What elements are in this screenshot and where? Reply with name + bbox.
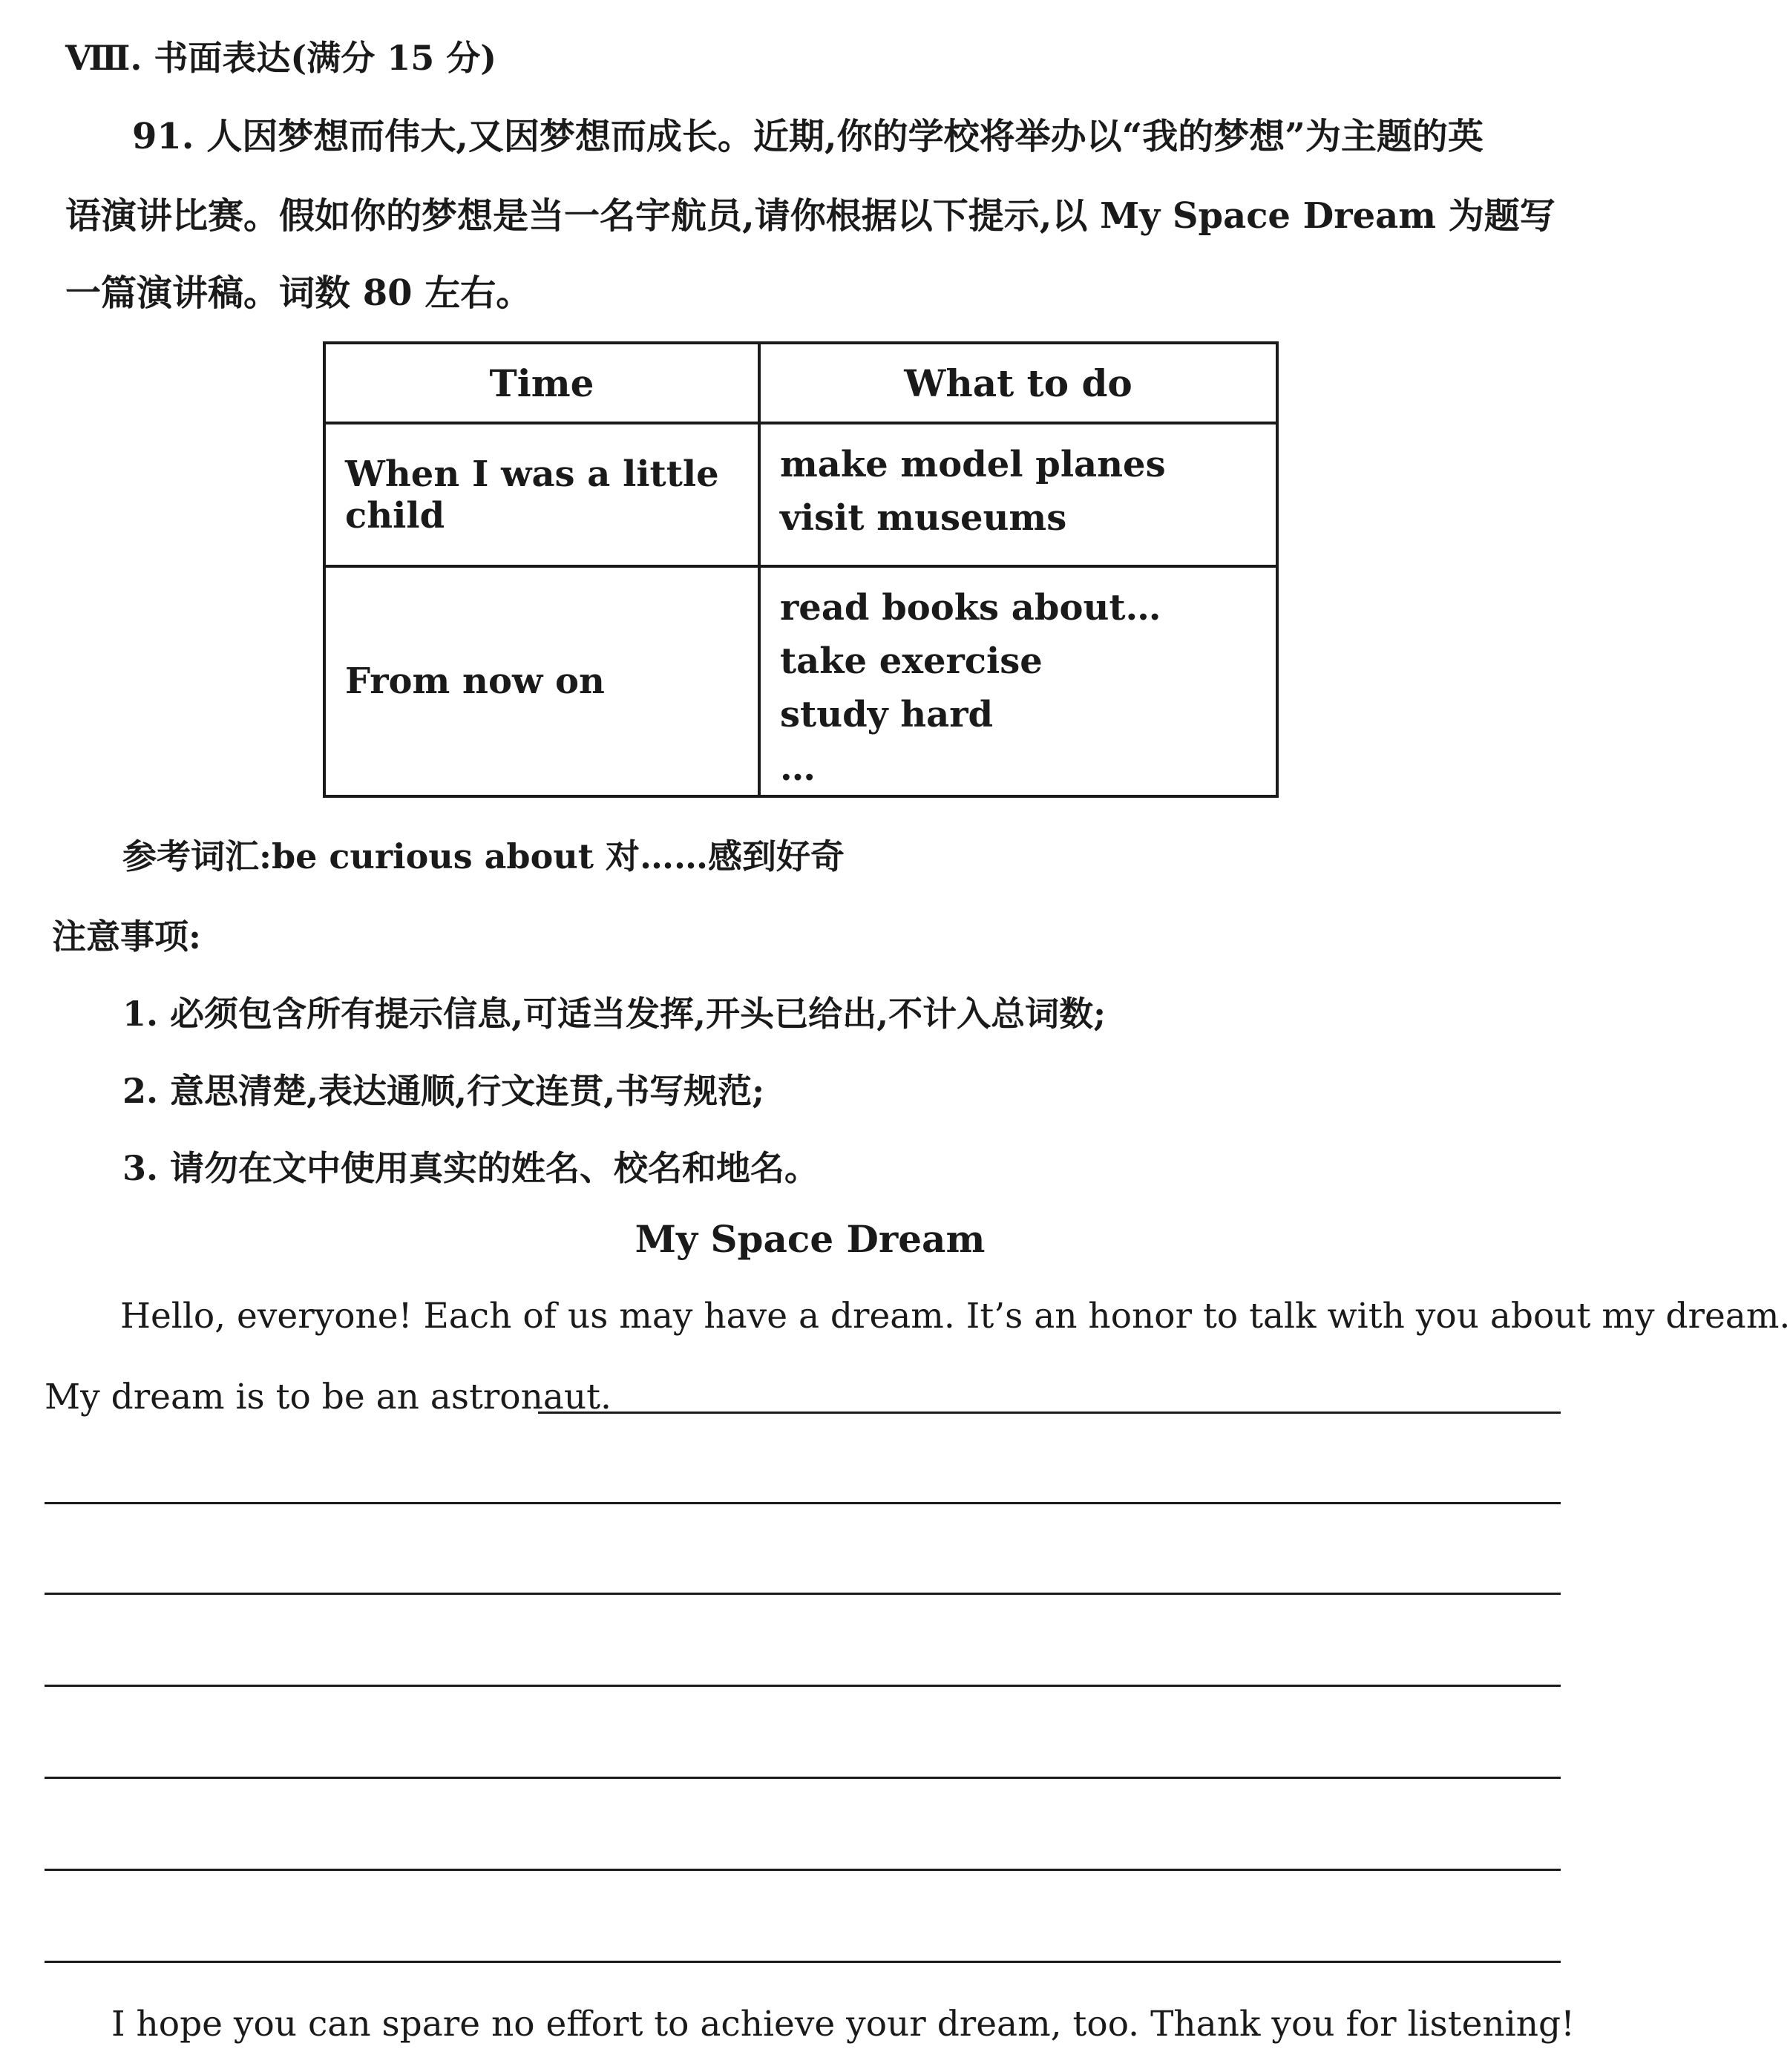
todo-item: take exercise	[780, 640, 1043, 682]
note-item: 2. 意思清楚,表达通顺,行文连贯,书写规范;	[122, 1071, 765, 1111]
section-heading: Ⅷ. 书面表达(满分 15 分)	[65, 38, 496, 78]
prompt-line-3: 一篇演讲稿。词数 80 左右。	[65, 272, 532, 314]
header-what-to-do: What to do	[759, 343, 1277, 423]
reference-vocab: 参考词汇:be curious about 对……感到好奇	[122, 836, 845, 876]
time-cell: From now on	[324, 566, 759, 796]
todo-item: make model planes	[780, 444, 1166, 485]
prompt-line-1: 91. 人因梦想而伟大,又因梦想而成长。近期,你的学校将举办以“我的梦想”为主题的英	[132, 116, 1484, 157]
answer-line[interactable]	[45, 1685, 1561, 1687]
answer-line[interactable]	[45, 1777, 1561, 1779]
header-time: Time	[324, 343, 759, 423]
answer-line[interactable]	[45, 1593, 1561, 1595]
answer-line[interactable]	[45, 1502, 1561, 1504]
table-row	[324, 423, 1277, 566]
todo-item: read books about…	[780, 587, 1161, 629]
note-item: 3. 请勿在文中使用真实的姓名、校名和地名。	[122, 1148, 819, 1188]
table-header-row	[324, 343, 1277, 423]
answer-line[interactable]	[45, 1961, 1561, 1963]
prompt-line-2: 语演讲比赛。假如你的梦想是当一名宇航员,请你根据以下提示,以 My Space Dream 为题写	[65, 195, 1555, 237]
essay-closing: I hope you can spare no effort to achieve your dream, too. Thank you for listening!	[111, 2004, 1575, 2045]
notes-heading: 注意事项:	[52, 917, 201, 957]
essay-line-2: My dream is to be an astronaut.	[45, 1377, 612, 1417]
time-cell: When I was a little child	[324, 423, 759, 566]
hint-table	[323, 341, 1279, 798]
todo-item: study hard	[780, 694, 994, 735]
answer-line[interactable]	[45, 1869, 1561, 1871]
todo-cell	[759, 423, 1277, 566]
essay-opening: Hello, everyone! Each of us may have a dream. It’s an honor to talk with you about my dream.	[120, 1296, 1790, 1337]
answer-line[interactable]	[538, 1412, 1561, 1414]
todo-item: visit museums	[780, 497, 1067, 539]
todo-item: …	[780, 747, 816, 789]
essay-title: My Space Dream	[635, 1217, 986, 1261]
todo-cell	[759, 566, 1277, 796]
table-row	[324, 566, 1277, 796]
note-item: 1. 必须包含所有提示信息,可适当发挥,开头已给出,不计入总词数;	[122, 994, 1107, 1034]
